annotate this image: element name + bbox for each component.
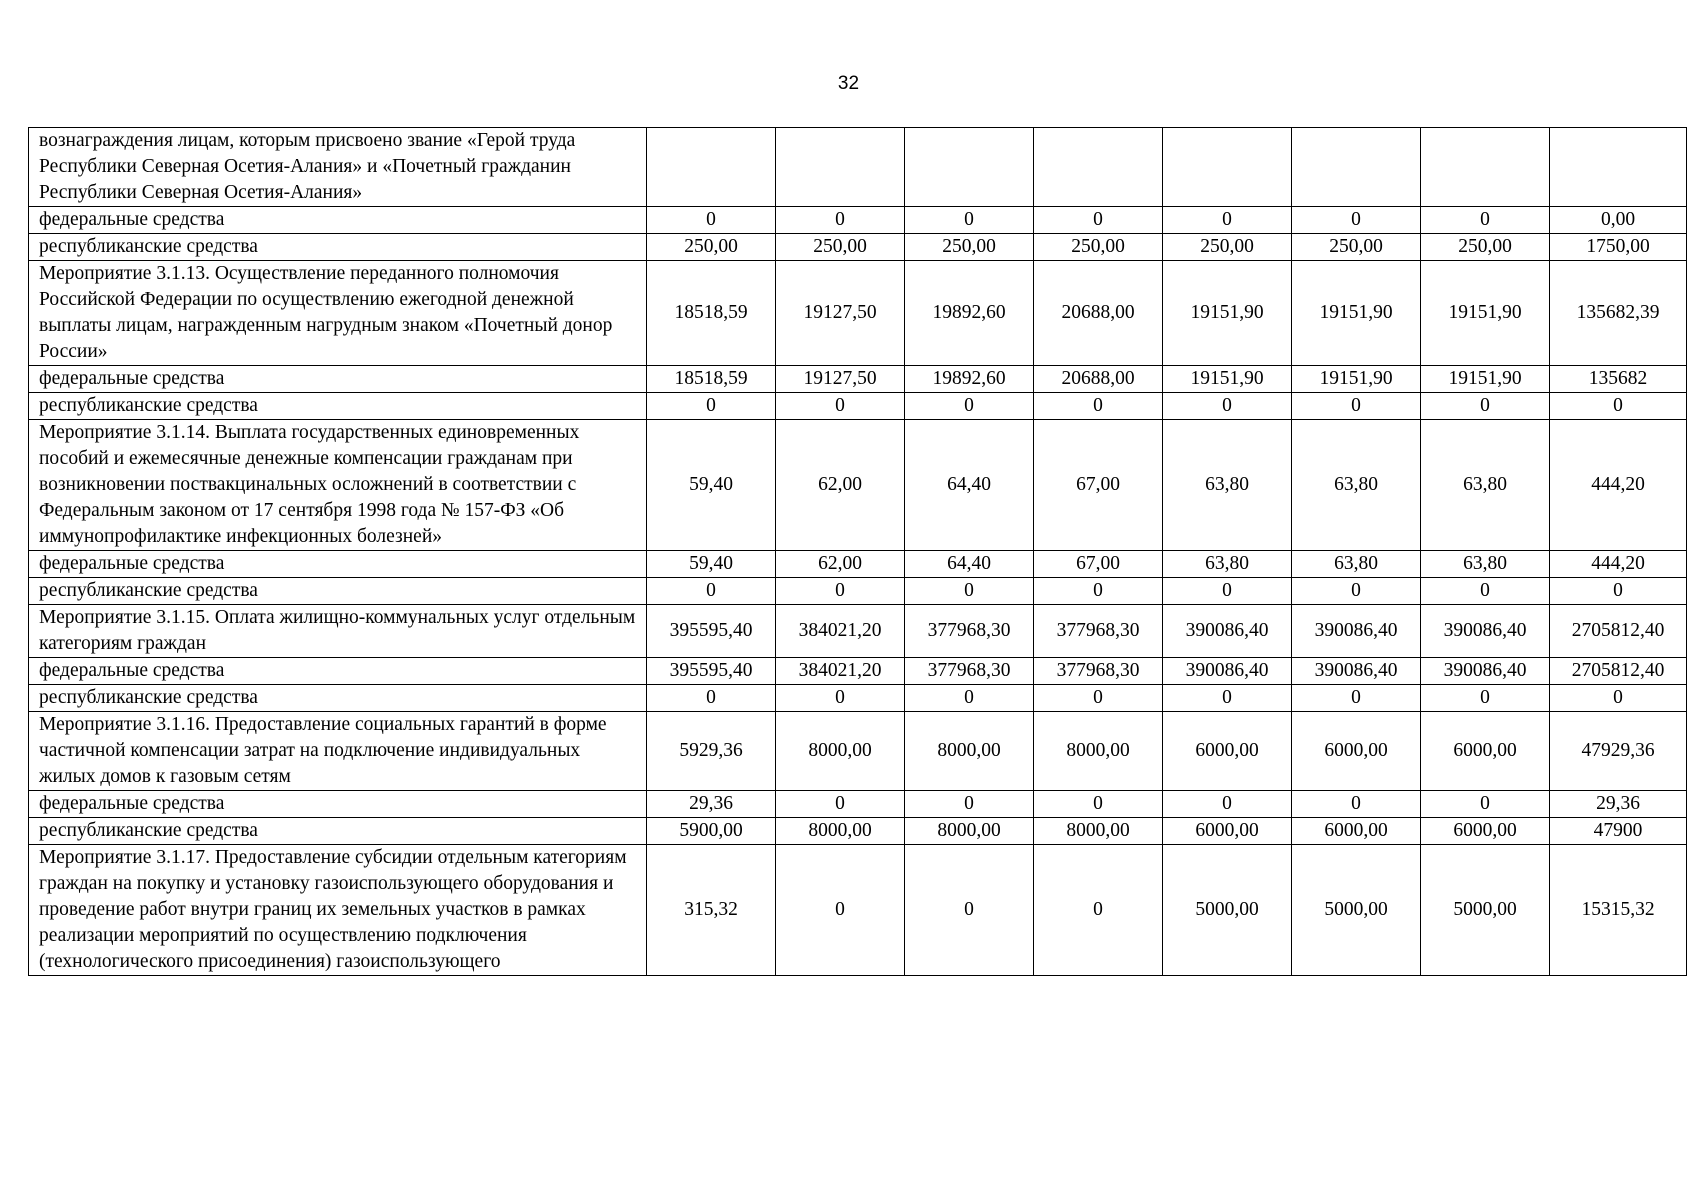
year-value-cell: 377968,30 [905,605,1034,658]
year-value-cell: 0 [905,207,1034,234]
year-value-cell: 5000,00 [1292,845,1421,976]
year-value-cell: 6000,00 [1421,818,1550,845]
year-value-cell: 19151,90 [1163,366,1292,393]
year-value-cell: 0 [776,845,905,976]
year-value-cell: 390086,40 [1292,658,1421,685]
year-value-cell: 5929,36 [647,712,776,791]
row-label: республиканские средства [29,578,647,605]
year-value-cell: 59,40 [647,420,776,551]
year-value-cell: 59,40 [647,551,776,578]
year-value-cell: 0 [1034,685,1163,712]
year-value-cell: 6000,00 [1421,712,1550,791]
year-value-cell: 390086,40 [1163,658,1292,685]
row-label: вознаграждения лицам, которым присвоено звание «Герой труда Республики Северная Осетия-Алания» и «Почетный гражданин Республики Северная Осетия-Алания» [29,128,647,207]
row-label: республиканские средства [29,818,647,845]
table-row [29,658,1687,685]
year-value-cell: 0 [1292,791,1421,818]
year-value-cell: 390086,40 [1421,605,1550,658]
year-value-cell: 0 [647,393,776,420]
year-value-cell: 250,00 [1163,234,1292,261]
year-value-cell: 0 [1292,578,1421,605]
year-value-cell: 19151,90 [1421,366,1550,393]
budget-table [28,127,1687,976]
year-value-cell: 63,80 [1163,420,1292,551]
year-value-cell: 64,40 [905,551,1034,578]
row-label: республиканские средства [29,685,647,712]
year-value-cell: 390086,40 [1421,658,1550,685]
year-value-cell: 5000,00 [1163,845,1292,976]
row-label: Мероприятие 3.1.14. Выплата государственных единовременных пособий и ежемесячные денежные компенсации гражданам при возникновении поствакцинальных осложнений в соответствии с Федеральным законом от 17 сентября 1998 года № 157-ФЗ «Об иммунопрофилактике инфекционных болезней» [29,420,647,551]
year-value-cell: 6000,00 [1292,712,1421,791]
year-value-cell: 395595,40 [647,605,776,658]
year-value-cell: 19127,50 [776,261,905,366]
table-row [29,818,1687,845]
year-value-cell: 64,40 [905,420,1034,551]
year-value-cell: 19151,90 [1163,261,1292,366]
year-value-cell: 0 [1421,207,1550,234]
year-value-cell: 395595,40 [647,658,776,685]
total-cell: 135682 [1550,366,1687,393]
total-cell: 0 [1550,578,1687,605]
table-row [29,712,1687,791]
table-row [29,261,1687,366]
year-value-cell: 0 [905,578,1034,605]
table-row [29,791,1687,818]
year-value-cell: 250,00 [1292,234,1421,261]
year-value-cell: 29,36 [647,791,776,818]
table-row [29,393,1687,420]
total-cell: 2705812,40 [1550,605,1687,658]
year-value-cell: 390086,40 [1163,605,1292,658]
total-cell: 2705812,40 [1550,658,1687,685]
table-row [29,551,1687,578]
year-value-cell: 377968,30 [1034,658,1163,685]
year-value-cell: 20688,00 [1034,366,1163,393]
year-value-cell: 250,00 [776,234,905,261]
year-value-cell: 63,80 [1292,420,1421,551]
row-label: Мероприятие 3.1.17. Предоставление субсидии отдельным категориям граждан на покупку и установку газоиспользующего оборудования и проведение работ внутри границ их земельных участков в рамках реализации мероприятий по осуществлению подключения (технологического присоединения) газоиспользующего [29,845,647,976]
year-value-cell: 20688,00 [1034,261,1163,366]
year-value-cell: 62,00 [776,420,905,551]
year-value-cell: 250,00 [1034,234,1163,261]
row-label: Мероприятие 3.1.16. Предоставление социальных гарантий в форме частичной компенсации затрат на подключение индивидуальных жилых домов к газовым сетям [29,712,647,791]
year-value-cell: 63,80 [1163,551,1292,578]
table-row [29,845,1687,976]
year-value-cell: 0 [647,207,776,234]
total-cell: 0 [1550,393,1687,420]
year-value-cell: 62,00 [776,551,905,578]
year-value-cell: 0 [1034,845,1163,976]
year-value-cell: 0 [776,578,905,605]
year-value-cell: 5900,00 [647,818,776,845]
table-row [29,366,1687,393]
year-value-cell: 63,80 [1421,551,1550,578]
year-value-cell: 19127,50 [776,366,905,393]
year-value-cell: 8000,00 [1034,712,1163,791]
table-body [29,128,1687,976]
row-label: федеральные средства [29,366,647,393]
year-value-cell: 8000,00 [776,818,905,845]
year-value-cell: 18518,59 [647,261,776,366]
year-value-cell: 0 [905,845,1034,976]
year-value-cell: 377968,30 [1034,605,1163,658]
year-value-cell [1421,128,1550,207]
year-value-cell: 315,32 [647,845,776,976]
year-value-cell: 0 [1034,791,1163,818]
year-value-cell: 19151,90 [1292,261,1421,366]
year-value-cell [905,128,1034,207]
year-value-cell: 0 [776,791,905,818]
row-label: федеральные средства [29,551,647,578]
year-value-cell: 0 [1034,393,1163,420]
table-row [29,234,1687,261]
year-value-cell: 19151,90 [1421,261,1550,366]
page-number: 32 [837,73,860,94]
year-value-cell: 0 [1292,685,1421,712]
year-value-cell: 8000,00 [776,712,905,791]
table-row [29,605,1687,658]
total-cell: 15315,32 [1550,845,1687,976]
year-value-cell: 0 [1421,791,1550,818]
year-value-cell: 63,80 [1421,420,1550,551]
table-row [29,420,1687,551]
year-value-cell: 5000,00 [1421,845,1550,976]
year-value-cell: 19892,60 [905,366,1034,393]
table-row [29,685,1687,712]
year-value-cell: 0 [905,685,1034,712]
year-value-cell: 250,00 [1421,234,1550,261]
year-value-cell: 390086,40 [1292,605,1421,658]
year-value-cell: 8000,00 [905,712,1034,791]
year-value-cell: 0 [1421,393,1550,420]
year-value-cell: 0 [1292,393,1421,420]
year-value-cell: 0 [776,207,905,234]
year-value-cell: 18518,59 [647,366,776,393]
total-cell: 0 [1550,685,1687,712]
row-label: республиканские средства [29,234,647,261]
year-value-cell: 0 [776,393,905,420]
table-row [29,207,1687,234]
year-value-cell: 0 [1163,578,1292,605]
total-cell: 135682,39 [1550,261,1687,366]
year-value-cell: 67,00 [1034,420,1163,551]
total-cell: 29,36 [1550,791,1687,818]
year-value-cell: 19892,60 [905,261,1034,366]
year-value-cell: 377968,30 [905,658,1034,685]
year-value-cell: 0 [1421,578,1550,605]
year-value-cell: 0 [905,393,1034,420]
total-cell: 47900 [1550,818,1687,845]
row-label: федеральные средства [29,658,647,685]
year-value-cell: 19151,90 [1292,366,1421,393]
year-value-cell [1292,128,1421,207]
row-label: республиканские средства [29,393,647,420]
year-value-cell: 384021,20 [776,605,905,658]
year-value-cell: 250,00 [647,234,776,261]
row-label: федеральные средства [29,207,647,234]
year-value-cell: 6000,00 [1163,818,1292,845]
total-cell: 47929,36 [1550,712,1687,791]
year-value-cell: 0 [647,578,776,605]
table-row [29,578,1687,605]
year-value-cell: 250,00 [905,234,1034,261]
total-cell: 0,00 [1550,207,1687,234]
year-value-cell: 63,80 [1292,551,1421,578]
year-value-cell [647,128,776,207]
year-value-cell: 0 [1163,791,1292,818]
year-value-cell: 0 [1034,207,1163,234]
total-cell: 444,20 [1550,551,1687,578]
year-value-cell [1034,128,1163,207]
year-value-cell: 0 [1163,393,1292,420]
total-cell: 1750,00 [1550,234,1687,261]
row-label: Мероприятие 3.1.15. Оплата жилищно-коммунальных услуг отдельным категориям граждан [29,605,647,658]
year-value-cell: 0 [1163,207,1292,234]
year-value-cell: 8000,00 [905,818,1034,845]
year-value-cell: 384021,20 [776,658,905,685]
total-cell [1550,128,1687,207]
year-value-cell: 8000,00 [1034,818,1163,845]
year-value-cell: 0 [1421,685,1550,712]
year-value-cell: 0 [1034,578,1163,605]
year-value-cell: 0 [1292,207,1421,234]
year-value-cell [1163,128,1292,207]
year-value-cell: 67,00 [1034,551,1163,578]
total-cell: 444,20 [1550,420,1687,551]
year-value-cell: 0 [1163,685,1292,712]
table-row [29,128,1687,207]
year-value-cell: 0 [647,685,776,712]
year-value-cell: 6000,00 [1292,818,1421,845]
year-value-cell: 0 [776,685,905,712]
row-label: Мероприятие 3.1.13. Осуществление переданного полномочия Российской Федерации по осуществлению ежегодной денежной выплаты лицам, награжденным нагрудным знаком «Почетный донор России» [29,261,647,366]
year-value-cell [776,128,905,207]
row-label: федеральные средства [29,791,647,818]
year-value-cell: 6000,00 [1163,712,1292,791]
year-value-cell: 0 [905,791,1034,818]
